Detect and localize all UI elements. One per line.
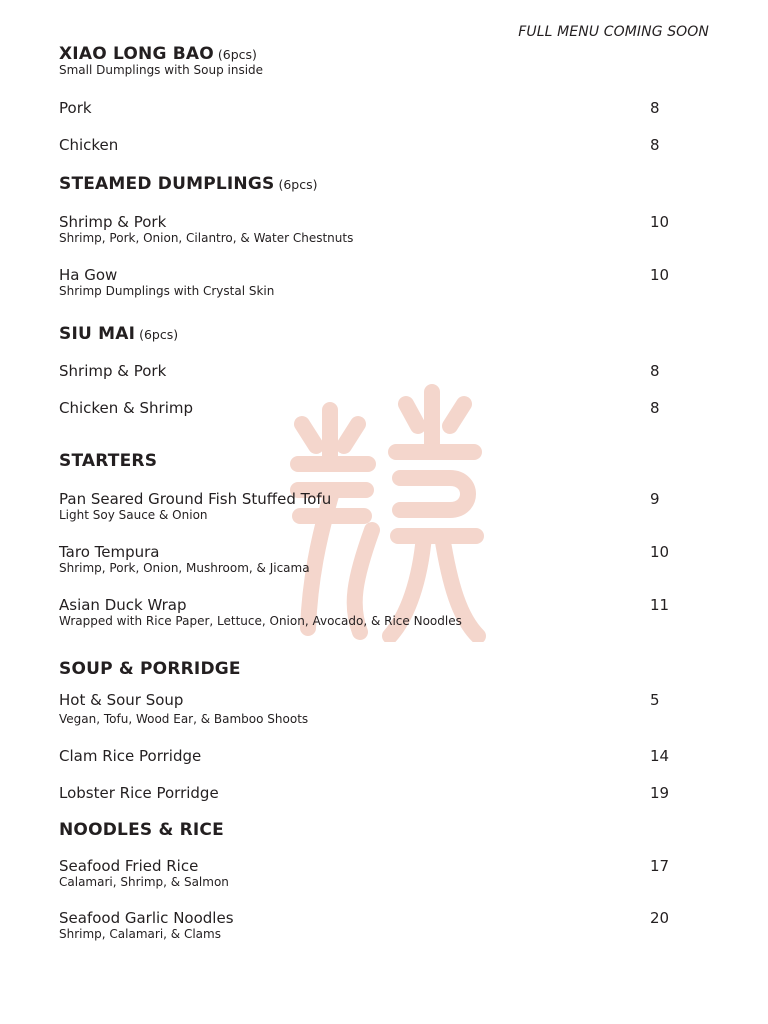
menu-item-price: 8 [650, 399, 660, 417]
section-title: NOODLES & RICE [59, 820, 224, 840]
menu-item-name: Clam Rice Porridge [59, 747, 202, 765]
menu-item-price: 9 [650, 490, 660, 508]
menu-item-description: Calamari, Shrimp, & Salmon [59, 875, 229, 889]
section-title: STARTERS [59, 451, 158, 471]
seal-watermark-logo [280, 380, 490, 642]
menu-item-price: 20 [650, 909, 670, 927]
section-title: SIU MAI [59, 324, 136, 344]
menu-item-name: Shrimp & Pork [59, 213, 167, 231]
full-menu-coming-soon-note: FULL MENU COMING SOON [518, 24, 709, 40]
menu-item-name: Pan Seared Ground Fish Stuffed Tofu [59, 490, 332, 508]
menu-item-name: Seafood Fried Rice [59, 857, 199, 875]
menu-item-description: Shrimp, Calamari, & Clams [59, 927, 221, 941]
menu-item-description: Vegan, Tofu, Wood Ear, & Bamboo Shoots [59, 712, 309, 726]
menu-item-name: Chicken [59, 136, 119, 154]
menu-item-price: 14 [650, 747, 670, 765]
menu-item-price: 5 [650, 691, 660, 709]
menu-item-name: Ha Gow [59, 266, 118, 284]
menu-item-price: 10 [650, 266, 670, 284]
menu-item-name: Shrimp & Pork [59, 362, 167, 380]
section-quantity: (6pcs) [217, 47, 257, 62]
menu-item-name: Hot & Sour Soup [59, 691, 184, 709]
menu-item-price: 8 [650, 362, 660, 380]
menu-item-name: Seafood Garlic Noodles [59, 909, 234, 927]
menu-item-description: Shrimp, Pork, Onion, Mushroom, & Jicama [59, 561, 310, 575]
menu-item-description: Light Soy Sauce & Onion [59, 508, 208, 522]
menu-item-price: 10 [650, 213, 670, 231]
section-heading-noodles-rice [59, 820, 224, 840]
section-title: XIAO LONG BAO [59, 44, 214, 64]
section-heading-starters [59, 451, 157, 471]
menu-item-price: 10 [650, 543, 670, 561]
section-heading-soup-porridge [59, 659, 241, 679]
menu-item-name: Asian Duck Wrap [59, 596, 187, 614]
menu-item-name: Pork [59, 99, 92, 117]
menu-item-name: Lobster Rice Porridge [59, 784, 219, 802]
menu-item-price: 8 [650, 99, 660, 117]
section-title: STEAMED DUMPLINGS [59, 174, 275, 194]
section-title: SOUP & PORRIDGE [59, 659, 241, 679]
menu-item-description: Wrapped with Rice Paper, Lettuce, Onion, Avocado, & Rice Noodles [59, 614, 462, 628]
menu-item-description: Shrimp, Pork, Onion, Cilantro, & Water Chestnuts [59, 231, 354, 245]
menu-item-name: Chicken & Shrimp [59, 399, 194, 417]
menu-item-name: Taro Tempura [59, 543, 160, 561]
menu-item-price: 11 [650, 596, 670, 614]
section-heading-steamed-dumplings [59, 174, 317, 194]
menu-item-description: Shrimp Dumplings with Crystal Skin [59, 284, 275, 298]
section-description: Small Dumplings with Soup inside [59, 63, 264, 77]
section-heading-xiao-long-bao [59, 44, 257, 64]
menu-item-price: 19 [650, 784, 670, 802]
menu-item-price: 17 [650, 857, 670, 875]
section-quantity: (6pcs) [139, 327, 179, 342]
section-heading-siu-mai [59, 324, 178, 344]
menu-item-price: 8 [650, 136, 660, 154]
section-quantity: (6pcs) [278, 177, 318, 192]
